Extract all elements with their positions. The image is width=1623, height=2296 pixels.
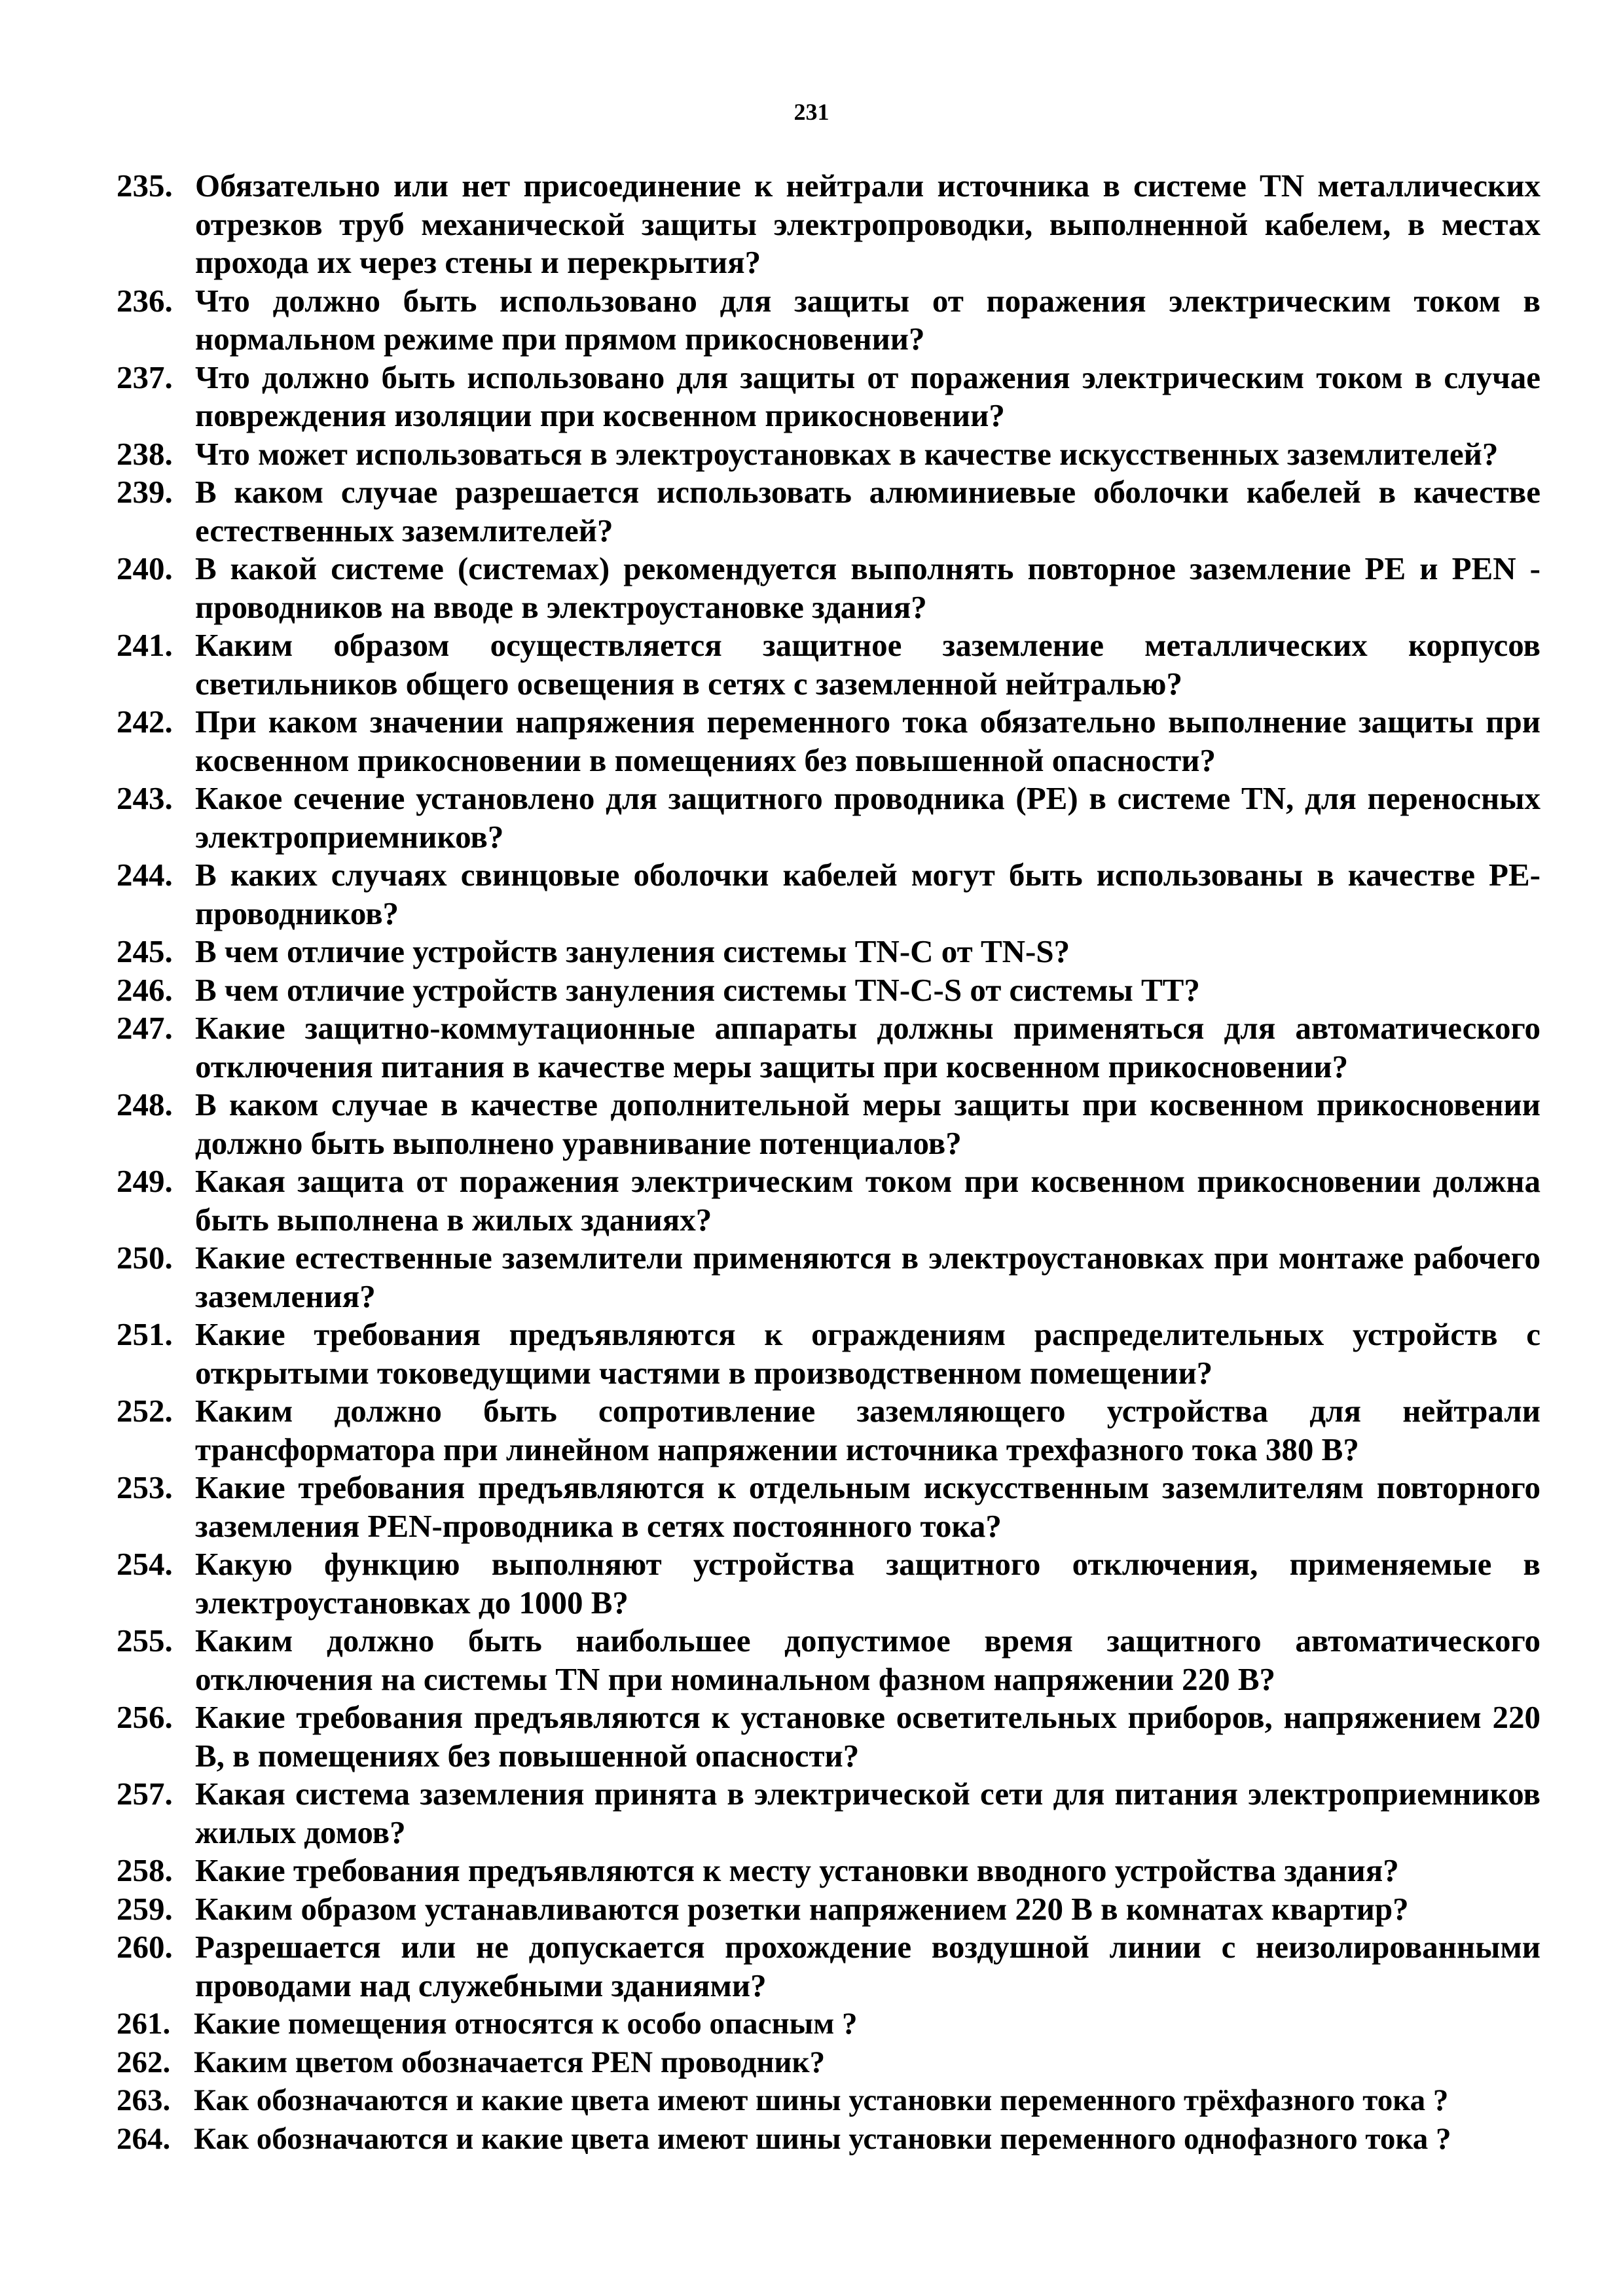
question-number: 248. [117,1086,173,1122]
question-number: 239. [117,474,173,510]
question-number: 235. [117,168,173,204]
question-text: Какие естественные заземлители применяются в электроустановках при монтаже рабочего заземления? [195,1240,1541,1314]
question-number: 254. [117,1546,173,1582]
question-text: Каким должно быть наибольшее допустимое время защитного автоматического отключения на системы TN при номинальном фазном напряжении 220 В? [195,1623,1541,1697]
question-item [117,167,1541,282]
question-text: Какие требования предъявляются к установке осветительных приборов, напряжением 220 В, в помещениях без повышенной опасности? [195,1699,1541,1774]
question-text: Какие требования предъявляются к отдельным искусственным заземлителям повторного заземления PEN-проводника в сетях постоянного тока? [195,1469,1541,1544]
question-item [117,359,1541,435]
question-item [117,856,1541,933]
question-number: 261. [117,2007,171,2041]
question-text: Каким образом устанавливаются розетки напряжением 220 В в комнатах квартир? [195,1890,1409,1927]
question-item [117,971,1541,1010]
question-number: 264. [117,2121,171,2156]
question-number: 236. [117,282,173,319]
question-item [117,933,1541,971]
question-text: Какие защитно-коммутационные аппараты должны применяться для автоматического отключения питания в качестве меры защиты при косвенном прикосновении? [195,1010,1541,1085]
page-number: 231 [793,99,830,125]
question-number: 255. [117,1623,173,1659]
question-item [117,1852,1541,1890]
question-number: 259. [117,1890,173,1927]
question-text: Какая защита от поражения электрическим током при косвенном прикосновении должна быть выполнена в жилых зданиях? [195,1163,1541,1238]
question-text: Какие требования предъявляются к месту установки вводного устройства здания? [195,1852,1399,1888]
question-item [117,2043,1541,2082]
question-number: 251. [117,1316,173,1352]
question-item [117,1698,1541,1775]
question-number: 258. [117,1852,173,1888]
question-item [117,435,1541,474]
question-number: 249. [117,1163,173,1199]
question-number: 252. [117,1393,173,1429]
question-text: Разрешается или не допускается прохождение воздушной линии с неизолированными проводами над служебными зданиями? [195,1929,1541,2003]
question-item [117,703,1541,780]
question-number: 237. [117,359,173,395]
question-item [117,1775,1541,1852]
question-item [117,2120,1541,2159]
question-item [117,1622,1541,1698]
question-number: 242. [117,704,173,740]
question-item [117,1469,1541,1545]
question-item [117,780,1541,856]
question-text: Каким должно быть сопротивление заземляющего устройства для нейтрали трансформатора при линейном напряжении источника трехфазного тока 380 В? [195,1393,1541,1467]
question-text: Каким цветом обозначается PEN проводник? [194,2045,826,2079]
question-number: 256. [117,1699,173,1735]
question-item [117,1316,1541,1392]
question-text: В какой системе (системах) рекомендуется выполнять повторное заземление РЕ и PEN - проводников на вводе в электроустановке здания? [195,550,1541,625]
question-item [117,1086,1541,1162]
question-item [117,2081,1541,2120]
question-text: В каком случае разрешается использовать алюминиевые оболочки кабелей в качестве естественных заземлителей? [195,474,1541,548]
question-item [117,1392,1541,1469]
question-number: 262. [117,2045,171,2079]
question-text: Какие требования предъявляются к ограждениям распределительных устройств с открытыми токоведущими частями в производственном помещении? [195,1316,1541,1391]
question-item [117,1890,1541,1929]
question-number: 253. [117,1469,173,1505]
question-item [117,550,1541,626]
question-number: 245. [117,933,173,969]
question-number: 238. [117,435,173,472]
question-text: Каким образом осуществляется защитное заземление металлических корпусов светильников общего освещения в сетях с заземленной нейтралью? [195,627,1541,702]
question-item [117,1545,1541,1622]
question-number: 246. [117,971,173,1008]
question-item [117,1009,1541,1086]
question-number: 240. [117,550,173,586]
question-item [117,1239,1541,1316]
question-text: Как обозначаются и какие цвета имеют шины установки переменного однофазного тока ? [194,2121,1451,2156]
question-list [117,167,1541,2158]
question-text: Какие помещения относятся к особо опасным ? [194,2007,858,2041]
question-text: Какое сечение установлено для защитного проводника (РЕ) в системе TN, для переносных электроприемников? [195,780,1541,855]
question-text: В чем отличие устройств зануления системы TN-C-S от системы TT? [195,971,1200,1008]
question-number: 257. [117,1776,173,1812]
question-text: Что может использоваться в электроустановках в качестве искусственных заземлителей? [195,435,1499,472]
question-number: 250. [117,1240,173,1276]
question-item [117,1928,1541,2005]
question-text: Что должно быть использовано для защиты от поражения электрическим током в случае повреждения изоляции при косвенном прикосновении? [195,359,1541,433]
question-text: В каком случае в качестве дополнительной меры защиты при косвенном прикосновении должно быть выполнено уравнивание потенциалов? [195,1086,1541,1161]
question-number: 241. [117,627,173,663]
question-text: При каком значении напряжения переменного тока обязательно выполнение защиты при косвенном прикосновении в помещениях без повышенной опасности? [195,704,1541,778]
question-text: Что должно быть использовано для защиты от поражения электрическим током в нормальном режиме при прямом прикосновении? [195,282,1541,357]
question-text: Обязательно или нет присоединение к нейтрали источника в системе TN металлических отрезков труб механической защиты электропроводки, выполненной кабелем, в местах прохода их через стены и перекрытия? [195,168,1541,280]
question-number: 263. [117,2083,171,2117]
question-item [117,2005,1541,2043]
question-item [117,473,1541,550]
question-number: 260. [117,1929,173,1965]
question-item [117,282,1541,359]
question-number: 247. [117,1010,173,1046]
question-text: В чем отличие устройств зануления системы TN-C от TN-S? [195,933,1070,969]
question-text: Какая система заземления принята в электрической сети для питания электроприемников жилых домов? [195,1776,1541,1850]
question-item [117,1162,1541,1239]
question-text: Как обозначаются и какие цвета имеют шины установки переменного трёхфазного тока ? [194,2083,1449,2117]
question-text: В каких случаях свинцовые оболочки кабелей могут быть использованы в качестве РЕ-проводников? [195,857,1541,931]
question-number: 243. [117,780,173,816]
question-item [117,626,1541,703]
question-text: Какую функцию выполняют устройства защитного отключения, применяемые в электроустановках до 1000 В? [195,1546,1541,1621]
question-number: 244. [117,857,173,893]
